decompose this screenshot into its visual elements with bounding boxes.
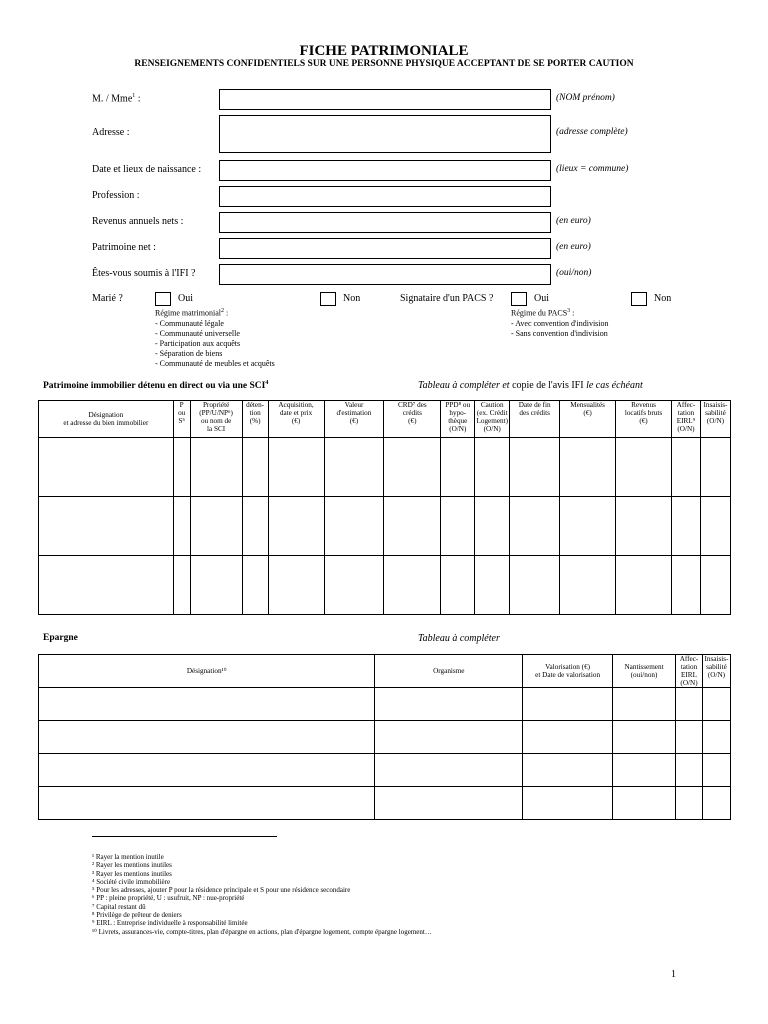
immobilier-column-header: Propriété (PP/U/NP⁶) ou nom de la SCI (190, 401, 242, 438)
table-cell[interactable] (173, 497, 190, 556)
field-label-text: M. / Mme (92, 93, 133, 105)
table-cell[interactable] (190, 556, 242, 615)
field-input[interactable] (219, 89, 551, 110)
table-cell[interactable] (39, 688, 375, 721)
epargne-column-header: Insaisis- sabilité (O/N) (703, 655, 731, 688)
table-cell[interactable] (324, 556, 384, 615)
field-label (92, 93, 141, 104)
table-cell[interactable] (475, 438, 510, 497)
field-hint: (oui/non) (556, 268, 592, 278)
immobilier-hint-a: Tableau à compléter et (418, 380, 513, 391)
footnote: ⁶ PP : pleine propriété, U : usufruit, NP : nue-propriété (92, 894, 245, 903)
table-cell[interactable] (703, 787, 731, 820)
table-cell[interactable] (523, 721, 613, 754)
field-input[interactable] (219, 264, 551, 285)
table-cell[interactable] (375, 688, 523, 721)
epargne-hint: Tableau à compléter (418, 633, 500, 644)
footnote: ⁵ Pour les adresses, ajouter P pour la résidence principale et S pour une résidence secondaire (92, 886, 351, 895)
table-cell[interactable] (671, 497, 700, 556)
field-label-text: Revenus annuels nets : (92, 216, 184, 227)
table-cell[interactable] (510, 497, 560, 556)
table-cell[interactable] (613, 787, 676, 820)
table-cell[interactable] (510, 556, 560, 615)
field-hint: (lieux = commune) (556, 164, 629, 174)
table-cell[interactable] (441, 438, 475, 497)
pacs-oui-label: Oui (534, 293, 549, 304)
table-cell[interactable] (324, 438, 384, 497)
regime-matrimonial: Régime matrimonial$^2$ : - Communauté légale - Communauté universelle - Participation aux acquêts - Séparation de biens - Communauté de meubles et acquêts (155, 308, 275, 368)
table-row (39, 497, 731, 556)
field-label (92, 190, 140, 201)
field-label-text: Date et lieux de naissance : (92, 164, 202, 175)
immobilier-column-header: Insaisis- sabilité (O/N) (700, 401, 730, 438)
footnote: ⁴ Société civile immobilière (92, 877, 171, 886)
pacs-regime-item: - Sans convention d'indivision (511, 328, 608, 338)
table-cell[interactable] (510, 438, 560, 497)
table-cell[interactable] (441, 497, 475, 556)
field-label (92, 268, 195, 279)
table-cell[interactable] (173, 556, 190, 615)
immobilier-hint-b: copie de l'avis IFI (512, 380, 584, 391)
field-hint: (adresse complète) (556, 127, 628, 137)
table-cell[interactable] (375, 787, 523, 820)
immobilier-title-sup: 4 (265, 380, 269, 386)
field-input[interactable] (219, 160, 551, 181)
table-cell[interactable] (700, 438, 730, 497)
footnote: ³ Rayer les mentions inutiles (92, 869, 172, 878)
field-label (92, 127, 130, 138)
regime-pacs-label: Régime du PACS (511, 308, 568, 318)
field-label (92, 216, 183, 227)
immobilier-column-header: P ou S⁵ (173, 401, 190, 438)
footnotes (92, 853, 432, 936)
marie-oui-label: Oui (178, 293, 193, 304)
table-cell[interactable] (268, 556, 324, 615)
field-hint: (en euro) (556, 242, 591, 252)
table-row (39, 438, 731, 497)
field-hint: (NOM prénom) (556, 93, 615, 103)
table-row (39, 721, 731, 754)
regime-item: - Séparation de biens (155, 348, 223, 358)
table-row (39, 688, 731, 721)
table-cell[interactable] (613, 754, 676, 787)
table-cell[interactable] (613, 721, 676, 754)
epargne-column-header: Organisme (375, 655, 523, 688)
table-cell[interactable] (475, 497, 510, 556)
epargne-column-header: Désignation¹⁰ (39, 655, 375, 688)
epargne-title: Epargne (43, 633, 78, 643)
table-cell[interactable] (676, 787, 703, 820)
table-cell[interactable] (523, 787, 613, 820)
immobilier-column-header: Caution (ex. Crédit Logement) (O/N) (475, 401, 510, 438)
table-cell[interactable] (703, 754, 731, 787)
table-cell[interactable] (39, 556, 174, 615)
table-cell[interactable] (616, 438, 672, 497)
field-label-suffix: : (135, 93, 141, 105)
table-cell[interactable] (671, 556, 700, 615)
immobilier-column-header: Date de fin des crédits (510, 401, 560, 438)
field-label (92, 242, 156, 253)
field-input[interactable] (219, 115, 551, 153)
field-label-sup: 1 (132, 93, 136, 99)
immobilier-column-header: CRD⁷ des crédits (€) (384, 401, 441, 438)
immobilier-column-header: Valeur d'estimation (€) (324, 401, 384, 438)
epargne-column-header: Affec- tation EIRL (O/N) (676, 655, 703, 688)
immobilier-column-header: Affec- tation EIRL⁹ (O/N) (671, 401, 700, 438)
field-label-text: Adresse : (92, 127, 130, 138)
table-cell[interactable] (242, 497, 268, 556)
pacs-regime-item: - Avec convention d'indivision (511, 318, 609, 328)
table-cell[interactable] (190, 497, 242, 556)
table-row (39, 754, 731, 787)
regime-pacs-sup: 3 (567, 308, 571, 314)
field-label-text: Profession : (92, 190, 140, 201)
regime-sup: 2 (220, 308, 224, 314)
epargne-table (38, 654, 731, 820)
pacs-oui-checkbox[interactable] (511, 292, 527, 306)
page-subtitle: RENSEIGNEMENTS CONFIDENTIELS SUR UNE PERSONNE PHYSIQUE ACCEPTANT DE SE PORTER CAUTION (134, 59, 634, 69)
table-cell[interactable] (441, 556, 475, 615)
table-cell[interactable] (384, 556, 441, 615)
page-title: FICHE PATRIMONIALE (299, 43, 469, 59)
table-cell[interactable] (173, 438, 190, 497)
immobilier-column-header: déten- tion (%) (242, 401, 268, 438)
table-cell[interactable] (703, 721, 731, 754)
immobilier-title-text: Patrimoine immobilier détenu en direct ou via une SCI (43, 381, 266, 392)
footnote: ⁹ EIRL : Entreprise individuelle à responsabilité limitée (92, 919, 248, 928)
immobilier-hint (418, 380, 643, 391)
table-cell[interactable] (616, 497, 672, 556)
footnote: ⁸ Privilège de prêteur de deniers (92, 911, 182, 920)
table-cell[interactable] (384, 438, 441, 497)
page-number: 1 (671, 969, 676, 980)
immobilier-column-header: PPD⁸ ou hypo- thèque (O/N) (441, 401, 475, 438)
marie-non-checkbox[interactable] (320, 292, 336, 306)
table-cell[interactable] (190, 438, 242, 497)
table-cell[interactable] (324, 497, 384, 556)
table-cell[interactable] (560, 556, 616, 615)
table-cell[interactable] (700, 556, 730, 615)
immobilier-column-header: Mensualités (€) (560, 401, 616, 438)
footnote: ⁷ Capital restant dû (92, 902, 146, 911)
table-cell[interactable] (523, 754, 613, 787)
table-row (39, 556, 731, 615)
immobilier-table (38, 400, 731, 615)
immobilier-column-header: Désignation et adresse du bien immobilier (39, 401, 174, 438)
field-label (92, 164, 201, 175)
immobilier-hint-c: le cas échéant (583, 380, 643, 391)
table-cell[interactable] (613, 688, 676, 721)
table-cell[interactable] (475, 556, 510, 615)
regime-item: - Communauté légale (155, 318, 224, 328)
footnote: ¹ Rayer la mention inutile (92, 853, 164, 861)
table-cell[interactable] (242, 556, 268, 615)
field-input[interactable] (219, 238, 551, 259)
table-cell[interactable] (676, 688, 703, 721)
table-cell[interactable] (39, 754, 375, 787)
table-cell[interactable] (242, 438, 268, 497)
pacs-list (511, 319, 609, 339)
regime-item: - Participation aux acquêts (155, 338, 241, 348)
table-cell[interactable] (616, 556, 672, 615)
footnote-separator (92, 836, 277, 837)
table-cell[interactable] (39, 721, 375, 754)
immobilier-column-header: Acquisition, date et prix (€) (268, 401, 324, 438)
field-label-text: Patrimoine net : (92, 242, 156, 253)
table-cell[interactable] (375, 721, 523, 754)
table-cell[interactable] (676, 721, 703, 754)
table-cell[interactable] (39, 438, 174, 497)
marie-non-label: Non (343, 293, 361, 304)
marie-oui-checkbox[interactable] (155, 292, 171, 306)
table-cell[interactable] (39, 787, 375, 820)
marie-label: Marié ? (92, 293, 123, 304)
regime-item: - Communauté universelle (155, 328, 240, 338)
regime-item: - Communauté de meubles et acquêts (155, 358, 275, 368)
table-cell[interactable] (375, 754, 523, 787)
table-cell[interactable] (268, 497, 324, 556)
table-cell[interactable] (523, 688, 613, 721)
epargne-column-header: Valorisation (€) et Date de valorisation (523, 655, 613, 688)
pacs-non-checkbox[interactable] (631, 292, 647, 306)
table-cell[interactable] (384, 497, 441, 556)
table-cell[interactable] (560, 438, 616, 497)
footnote: ¹⁰ Livrets, assurances-vie, compte-titres, plan d'épargne en actions, plan d'épargne logement, compte épargne logement… (92, 927, 432, 936)
regime-pacs: Régime du PACS$^3$ : - Avec convention d'indivision - Sans convention d'indivision (511, 308, 609, 338)
table-cell[interactable] (268, 438, 324, 497)
table-cell[interactable] (671, 438, 700, 497)
immobilier-column-header: Revenus locatifs bruts (€) (616, 401, 672, 438)
table-cell[interactable] (700, 497, 730, 556)
immobilier-title (43, 380, 268, 391)
field-label-text: Êtes-vous soumis à l'IFI ? (92, 268, 196, 279)
epargne-column-header: Nantissement (oui/non) (613, 655, 676, 688)
footnote: ² Rayer les mentions inutiles (92, 861, 172, 870)
table-cell[interactable] (39, 497, 174, 556)
field-hint: (en euro) (556, 216, 591, 226)
pacs-label: Signataire d'un PACS ? (400, 293, 494, 304)
field-input[interactable] (219, 212, 551, 233)
regime-matrimonial-label: Régime matrimonial (155, 308, 221, 318)
table-row (39, 787, 731, 820)
regime-list (155, 319, 275, 369)
pacs-non-label: Non (654, 293, 672, 304)
table-cell[interactable] (703, 688, 731, 721)
table-cell[interactable] (560, 497, 616, 556)
table-cell[interactable] (676, 754, 703, 787)
field-input[interactable] (219, 186, 551, 207)
